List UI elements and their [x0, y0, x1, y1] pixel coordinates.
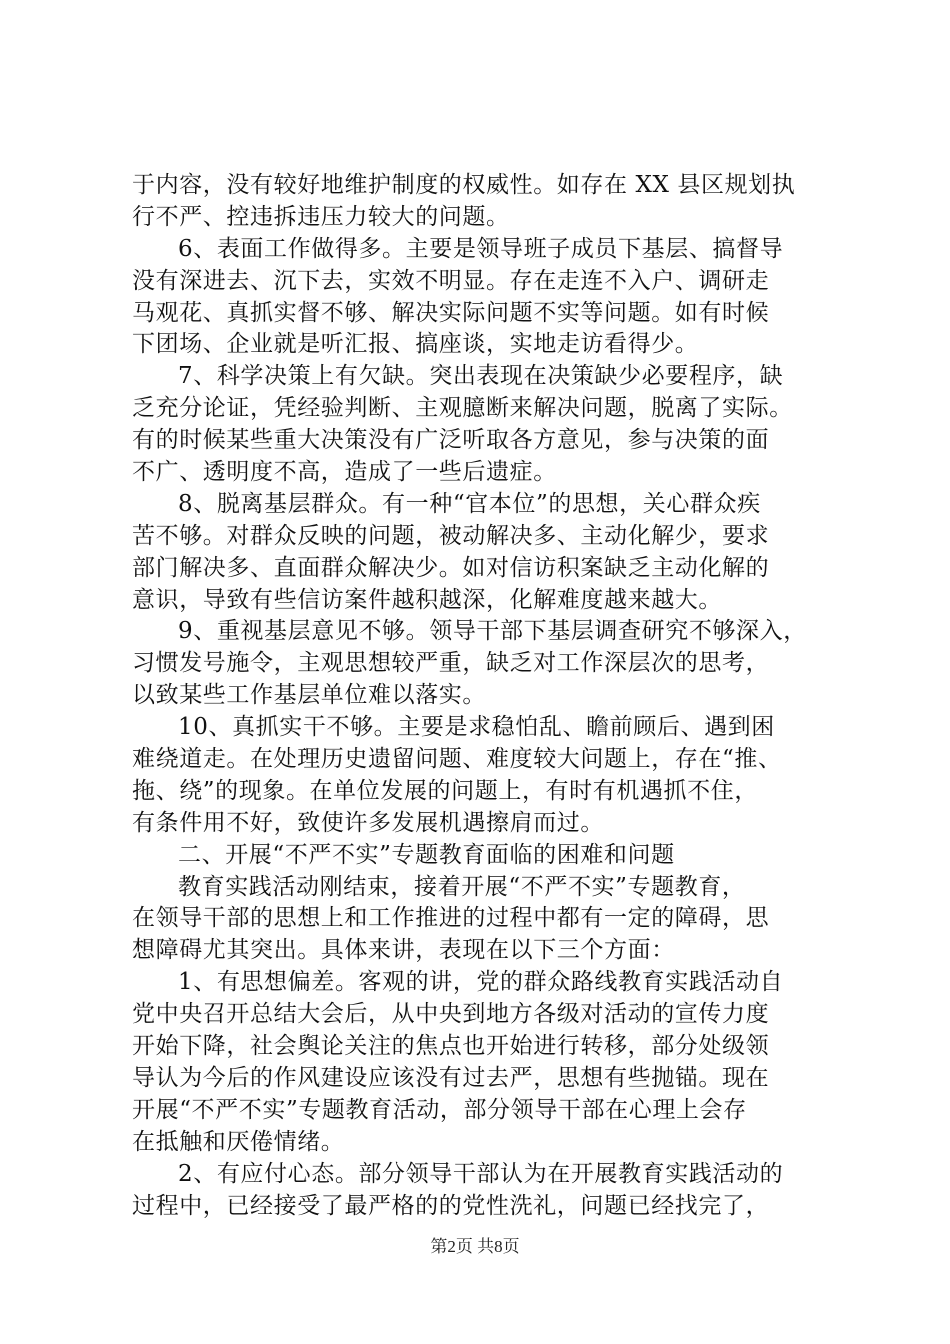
text-line: 下团场、企业就是听汇报、搞座谈，实地走访看得少。: [132, 331, 699, 358]
text-line: 拖、绕”的现象。在单位发展的问题上，有时有机遇抓不住，: [132, 777, 758, 804]
text-line: 于内容，没有较好地维护制度的权威性。如存在 XX 县区规划执: [132, 172, 796, 198]
text-line: 马观花、真抓实督不够、解决实际问题不实等问题。如有时候: [132, 299, 770, 326]
text-line: 党中央召开总结大会后，从中央到地方各级对活动的宣传力度: [132, 1001, 770, 1028]
page-footer: 第2页 共8页: [430, 1237, 520, 1256]
text-line: 意识，导致有些信访案件越积越深，化解难度越来越大。: [132, 586, 722, 613]
text-line: 想障碍尤其突出。具体来讲，表现在以下三个方面：: [132, 937, 675, 964]
text-line: 过程中，已经接受了最严格的的党性洗礼，问题已经找完了，: [132, 1192, 770, 1219]
text-line: 没有深进去、沉下去，实效不明显。存在走连不入户、调研走: [132, 267, 770, 294]
text-line: 2、有应付心态。部分领导干部认为在开展教育实践活动的: [178, 1160, 784, 1187]
text-line: 以致某些工作基层单位难以落实。: [132, 682, 486, 709]
document-body: [132, 170, 832, 1222]
text-line: 习惯发号施令，主观思想较严重，缺乏对工作深层次的思考，: [132, 650, 770, 677]
text-line: 在领导干部的思想上和工作推进的过程中都有一定的障碍，思: [132, 905, 770, 932]
text-line: 9、重视基层意见不够。领导干部下基层调查研究不够深入，: [178, 618, 807, 645]
text-line: 二、开展“不严不实”专题教育面临的困难和问题: [178, 841, 675, 868]
text-line: 行不严、控违拆违压力较大的问题。: [132, 203, 510, 230]
text-line: 难绕道走。在处理历史遗留问题、难度较大问题上，存在“推、: [132, 746, 782, 773]
text-line: 开展“不严不实”专题教育活动，部分领导干部在心理上会存: [132, 1096, 747, 1123]
text-line: 7、科学决策上有欠缺。突出表现在决策缺少必要程序，缺: [178, 363, 784, 390]
text-line: 部门解决多、直面群众解决少。如对信访积案缺乏主动化解的: [132, 554, 770, 581]
text-line: 有条件用不好，致使许多发展机遇擦肩而过。: [132, 809, 604, 836]
text-line: 1、有思想偏差。客观的讲，党的群众路线教育实践活动自: [178, 969, 784, 996]
text-line: 10、真抓实干不够。主要是求稳怕乱、瞻前顾后、遇到困: [178, 714, 775, 741]
text-line: 有的时候某些重大决策没有广泛听取各方意见，参与决策的面: [132, 427, 770, 454]
text-line: 教育实践活动刚结束，接着开展“不严不实”专题教育，: [178, 873, 746, 900]
text-line: 6、表面工作做得多。主要是领导班子成员下基层、搞督导: [178, 235, 784, 262]
text-line: 苦不够。对群众反映的问题，被动解决多、主动化解少，要求: [132, 522, 770, 549]
text-line: 乏充分论证，凭经验判断、主观臆断来解决问题，脱离了实际。: [132, 395, 793, 422]
text-line: 开始下降，社会舆论关注的焦点也开始进行转移，部分处级领: [132, 1033, 770, 1060]
text-line: 不广、透明度不高，造成了一些后遗症。: [132, 459, 557, 486]
text-line: 在抵触和厌倦情绪。: [132, 1128, 345, 1155]
text-line: 导认为今后的作风建设应该没有过去严，思想有些抛锚。现在: [132, 1064, 770, 1091]
text-line: 8、脱离基层群众。有一种“官本位”的思想，关心群众疾: [178, 490, 761, 517]
